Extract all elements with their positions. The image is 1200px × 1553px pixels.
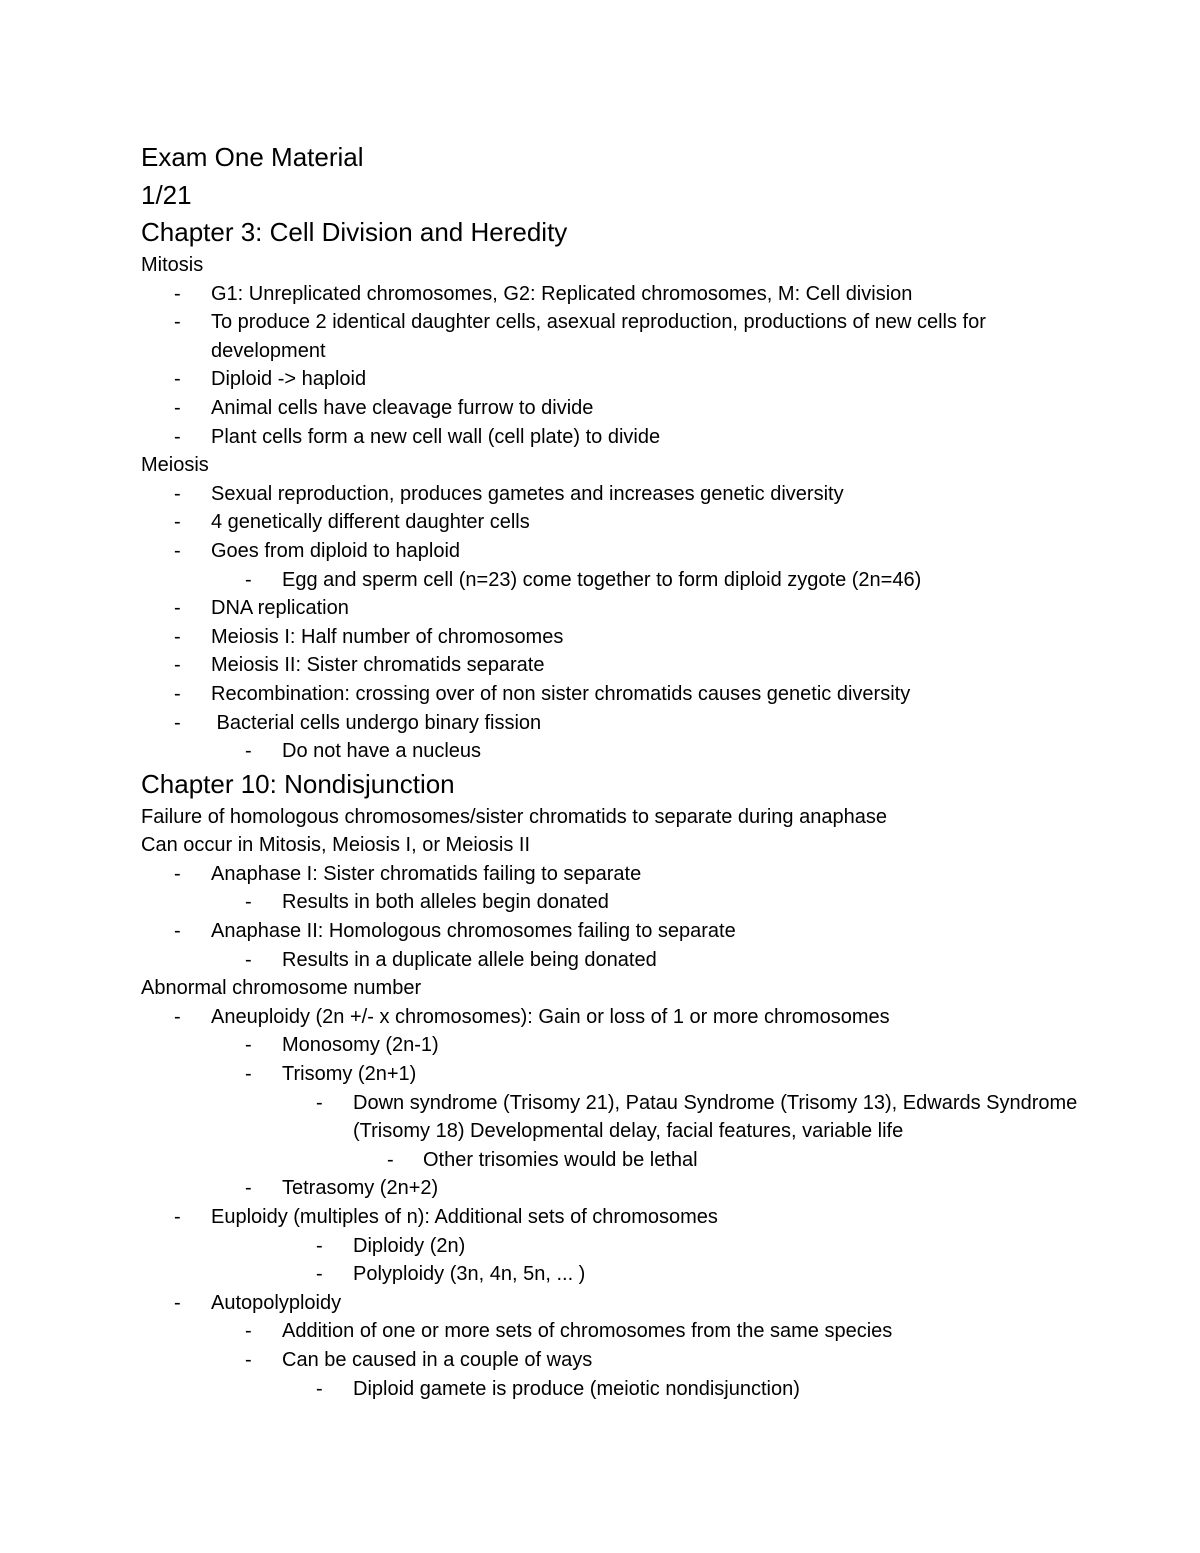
bullet-dash: - [174,1291,181,1314]
bullet-dash: - [174,920,181,943]
list-item-text: Down syndrome (Trisomy 21), Patau Syndrome (Trisomy 13), Edwards Syndrome (Trisomy 18) Developmental delay, facial features, variable life [353,1091,1078,1143]
list-item-text: Tetrasomy (2n+2) [282,1177,439,1200]
definition-line: Failure of homologous chromosomes/sister chromatids to separate during anaphase [141,805,887,828]
document-title: Exam One Material [141,142,364,172]
bullet-dash: - [316,1234,323,1257]
bullet-dash: - [174,482,181,505]
bullet-dash: - [387,1148,394,1171]
list-item-text: Other trisomies would be lethal [423,1148,698,1171]
bullet-dash: - [174,597,181,620]
list-item-text: Meiosis I: Half number of chromosomes [211,625,564,648]
list-item [141,1003,1081,1032]
list-item [141,1089,1081,1146]
list-item [141,566,1081,595]
bullet-dash: - [174,282,181,305]
list-item-text: DNA replication [211,597,349,620]
bullet-dash: - [245,1034,252,1057]
list-item [141,537,1081,566]
bullet-dash: - [174,425,181,448]
list-item-text: Plant cells form a new cell wall (cell plate) to divide [211,425,661,448]
bullet-dash: - [174,511,181,534]
bullet-dash: - [174,711,181,734]
list-item-text: Animal cells have cleavage furrow to divide [211,396,594,419]
list-item-text: Addition of one or more sets of chromosomes from the same species [282,1320,893,1343]
list-item-text: Can be caused in a couple of ways [282,1348,593,1371]
list-item [141,1060,1081,1089]
list-item-text: G1: Unreplicated chromosomes, G2: Replicated chromosomes, M: Cell division [211,282,913,305]
list-item [141,365,1081,394]
list-item-text: Autopolyploidy [211,1291,342,1314]
list-item [141,394,1081,423]
document-page [141,138,1081,1403]
list-item [141,917,1081,946]
list-item [141,308,1081,365]
list-item [141,680,1081,709]
bullet-dash: - [245,1063,252,1086]
chapter-3-heading: Chapter 3: Cell Division and Heredity [141,217,568,247]
list-item-text: Sexual reproduction, produces gametes and increases genetic diversity [211,482,844,505]
meiosis-label: Meiosis [141,454,209,477]
bullet-dash: - [245,1177,252,1200]
list-item-text: Results in both alleles begin donated [282,891,609,914]
list-item-text: Diploidy (2n) [353,1234,466,1257]
bullet-dash: - [174,682,181,705]
list-item [141,737,1081,766]
bullet-dash: - [174,1206,181,1228]
list-item-text: Results in a duplicate allele being donated [282,948,657,971]
bullet-dash: - [174,311,181,334]
bullet-dash: - [174,368,181,391]
bullet-dash: - [245,948,252,971]
list-item [141,946,1081,975]
bullet-dash: - [174,539,181,562]
list-item-text: Recombination: crossing over of non sister chromatids causes genetic diversity [211,682,911,705]
list-item [141,1289,1081,1318]
list-item [141,888,1081,917]
list-item-text: To produce 2 identical daughter cells, asexual reproduction, productions of new cells for development [211,311,986,362]
bullet-dash: - [174,396,181,419]
list-item [141,623,1081,652]
list-item-text: Euploidy (multiples of n): Additional sets of chromosomes [211,1206,718,1228]
list-item-text: Trisomy (2n+1) [282,1063,417,1086]
list-item [141,280,1081,309]
list-item-text: Egg and sperm cell (n=23) come together to form diploid zygote (2n=46) [282,568,922,591]
list-item-text: Diploid -> haploid [211,368,367,391]
list-item-text: Goes from diploid to haploid [211,539,461,562]
bullet-dash: - [174,625,181,648]
bullet-dash: - [174,654,181,677]
list-item [141,1203,1081,1232]
list-item [141,1260,1081,1289]
bullet-dash: - [245,1348,252,1371]
list-item-text: Anaphase I: Sister chromatids failing to separate [211,862,642,885]
bullet-dash: - [245,1320,252,1343]
list-item [141,1174,1081,1203]
list-item-text: Do not have a nucleus [282,740,482,763]
chapter-10-heading: Chapter 10: Nondisjunction [141,768,455,799]
list-item [141,508,1081,537]
list-item [141,709,1081,738]
list-item-text: Diploid gamete is produce (meiotic nondisjunction) [353,1377,800,1400]
list-item-text: 4 genetically different daughter cells [211,511,530,534]
mitosis-label: Mitosis [141,254,204,276]
list-item [141,860,1081,889]
bullet-dash: - [316,1091,323,1114]
abnormal-label: Abnormal chromosome number [141,977,422,1000]
occurrence-line: Can occur in Mitosis, Meiosis I, or Meiosis II [141,834,530,857]
list-item-text: Monosomy (2n-1) [282,1034,439,1057]
list-item [141,1317,1081,1346]
list-item-text: Aneuploidy (2n +/- x chromosomes): Gain or loss of 1 or more chromosomes [211,1005,890,1028]
document-date: 1/21 [141,180,192,210]
list-item [141,1232,1081,1261]
bullet-dash: - [174,862,181,885]
bullet-dash: - [316,1263,323,1286]
bullet-dash: - [245,568,252,591]
list-item-text: Bacterial cells undergo binary fission [211,711,542,734]
list-item-text: Anaphase II: Homologous chromosomes failing to separate [211,920,736,943]
bullet-dash: - [316,1377,323,1400]
list-item [141,651,1081,680]
list-item [141,480,1081,509]
list-item-text: Polyploidy (3n, 4n, 5n, ... ) [353,1263,586,1286]
list-item [141,1146,1081,1175]
list-item [141,423,1081,452]
bullet-dash: - [245,891,252,914]
list-item [141,594,1081,623]
list-item [141,1375,1081,1404]
list-item-text: Meiosis II: Sister chromatids separate [211,654,545,677]
list-item [141,1346,1081,1375]
bullet-dash: - [245,740,252,763]
bullet-dash: - [174,1005,181,1028]
list-item [141,1031,1081,1060]
